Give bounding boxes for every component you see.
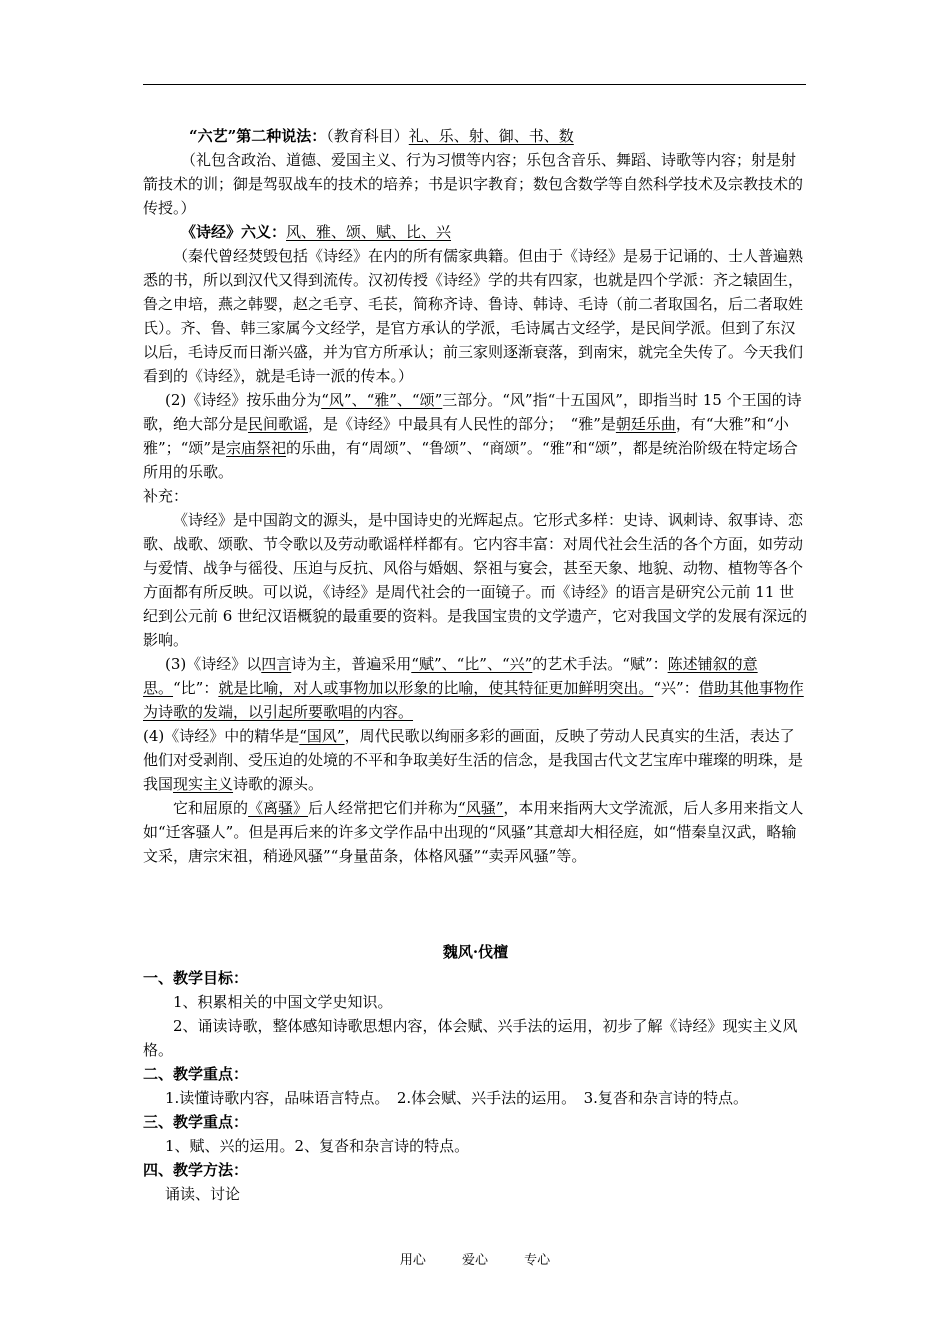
- section-1-heading: 一、教学目标：: [143, 969, 249, 987]
- section-1-item-1: 1、积累相关的中国文学史知识。: [173, 993, 393, 1011]
- section-4-heading: 四、教学方法：: [143, 1161, 249, 1179]
- six-arts-paren: （教育科目）: [326, 127, 409, 145]
- p10-underline-2: “风骚”: [458, 799, 504, 817]
- six-meanings-line: [143, 220, 808, 244]
- p5-underline-3: 朝廷乐曲: [615, 415, 676, 433]
- section-2-heading: 二、教学重点：: [143, 1065, 249, 1083]
- p9-text-3: 诗歌的源头。: [233, 775, 324, 793]
- p8-underline-3: 陈述铺叙的意思。: [143, 655, 758, 697]
- page-footer: [0, 1249, 950, 1268]
- p8-text-5: “兴”：: [653, 679, 699, 697]
- section-3-item-1: 1、赋、兴的运用。2、复沓和杂言诗的特点。: [165, 1137, 470, 1155]
- p8-underline-2: “赋”、“比”、“兴”: [411, 655, 533, 673]
- six-meanings-list: 风、雅、颂、赋、比、兴: [286, 223, 452, 241]
- section-2-item-1: 1.读懂诗歌内容，品味语言特点。 2.体会赋、兴手法的运用。 3.复沓和杂言诗的特点。: [165, 1089, 748, 1107]
- p8-underline-4: 就是比喻，对人或事物加以形象的比喻，使其特征更加鲜明突出。: [218, 679, 654, 697]
- six-arts-explanation: （礼包含政治、道德、爱国主义、行为习惯等内容；乐包含音乐、舞蹈、诗歌等内容；射是射箭技术的训；御是驾驭战车的技术的培养；书是识字教育；数包含数学等自然科学技术及宗教技术的传授。）: [143, 151, 804, 217]
- paragraph-4-guofeng: [143, 724, 808, 796]
- paragraph-fengsao: [143, 796, 808, 868]
- p10-text-1: 它和屈原的: [173, 799, 249, 817]
- header-rule: [143, 84, 806, 85]
- p9-underline-2: 现实主义: [173, 775, 234, 793]
- p8-text-4: “比”：: [173, 679, 219, 697]
- p8-text-2: 诗为主，普遍采用: [291, 655, 412, 673]
- footer-text-3: 专心: [524, 1253, 551, 1268]
- p8-text-3: 的艺术手法。“赋”：: [532, 655, 668, 673]
- lesson-title: 魏风·伐檀: [442, 943, 509, 961]
- p8-underline-1: 四言: [261, 655, 292, 673]
- document-body: [143, 124, 808, 1206]
- six-arts-heading: “六艺”第二种说法：: [189, 127, 327, 145]
- p8-text-1: (3)《诗经》以: [165, 655, 262, 673]
- p5-underline-2: 民间歌谣: [248, 415, 309, 433]
- section-1-item-2: 2、诵读诗歌，整体感知诗歌思想内容，体会赋、兴手法的运用，初步了解《诗经》现实主义风格。: [143, 1017, 798, 1059]
- p5-text-5: 的乐曲，有“周颂”、“鲁颂”、“商颂”。“雅”和“颂”，都是统治阶级在特定场合所用的乐歌。: [143, 439, 798, 481]
- p10-text-2: 后人经常把它们并称为: [308, 799, 459, 817]
- p8-underline-5: 借助其他事物作为诗歌的发端，以引起所要歌唱的内容。: [143, 679, 804, 721]
- paragraph-2-music: [143, 388, 808, 484]
- footer-text-2: 爱心: [461, 1253, 488, 1268]
- p9-text-2: ，周代民歌以绚丽多彩的画面，反映了劳动人民真实的生活，表达了他们对受剥削、受压迫的处境的不平和争取美好生活的信念，是我国古代文艺宝库中璀璨的明珠，是我国: [143, 727, 804, 793]
- p10-text-3: ，本用来指两大文学流派，后人多用来指文人如“迁客骚人”。但是再后来的许多文学作品中出现的“风骚”其意却大相径庭，如“惜秦皇汉武，略输文采，唐宗宋祖，稍逊风骚”“身量苗条，体格风骚”“卖弄风骚”等。: [143, 799, 804, 865]
- six-arts-line: [143, 124, 808, 148]
- p5-text-1: (2)《诗经》按乐曲分为: [165, 391, 322, 409]
- supplement-label: 补充：: [143, 487, 189, 505]
- p5-underline-4: 宗庙祭祀: [226, 439, 287, 457]
- section-3-heading: 三、教学重点：: [143, 1113, 249, 1131]
- p5-text-4: ，有“大雅”和“小雅”；“颂”是: [143, 415, 789, 457]
- p5-underline-1: “风”、“雅”、“颂”: [321, 391, 443, 409]
- footer-text-1: 用心: [399, 1253, 426, 1268]
- supplement-paragraph: 《诗经》是中国韵文的源头，是中国诗史的光辉起点。它形式多样：史诗、讽刺诗、叙事诗、恋歌、战歌、颂歌、节令歌以及劳动歌谣样样都有。它内容丰富：对周代社会生活的各个方面，如劳动与爱情、战争与徭役、压迫与反抗、风俗与婚姻、祭祖与宴会，甚至天象、地貌、动物、植物等各个方面都有所反映。可以说，《诗经》是周代社会的一面镜子。而《诗经》的语言是研究公元前 11 世纪到公元前 6 世纪汉语概貌的最重要的资料。是我国宝贵的文学遗产，它对我国文学的发展有深远的影响。: [143, 511, 808, 649]
- six-arts-list: 礼、乐、射、御、书、数: [408, 127, 574, 145]
- p5-text-3: ，是《诗经》中最具有人民性的部分； “雅”是: [308, 415, 616, 433]
- section-4-item-1: 诵读、讨论: [165, 1185, 241, 1203]
- p5-text-2: 三部分。“风”指“十五国风”，即指当时 15 个王国的诗歌，绝大部分是: [143, 391, 802, 433]
- six-meanings-heading: 《诗经》六义：: [181, 223, 287, 241]
- p9-text-1: (4)《诗经》中的精华是: [143, 727, 300, 745]
- p9-underline-1: “国风”: [299, 727, 345, 745]
- p10-underline-1: 《离骚》: [248, 799, 309, 817]
- qin-dynasty-paragraph: （秦代曾经焚毁包括《诗经》在内的所有儒家典籍。但由于《诗经》是易于记诵的、士人普遍熟悉的书，所以到汉代又得到流传。汉初传授《诗经》学的共有四家，也就是四个学派：齐之辕固生，鲁之申培，燕之韩婴，赵之毛亨、毛苌，简称齐诗、鲁诗、韩诗、毛诗（前二者取国名，后二者取姓氏）。齐、鲁、韩三家属今文经学，是官方承认的学派，毛诗属古文经学，是民间学派。但到了东汉以后，毛诗反而日渐兴盛，并为官方所承认；前三家则逐渐衰落，到南宋，就完全失传了。今天我们看到的《诗经》，就是毛诗一派的传本。）: [143, 247, 804, 385]
- paragraph-3-techniques: [143, 652, 808, 724]
